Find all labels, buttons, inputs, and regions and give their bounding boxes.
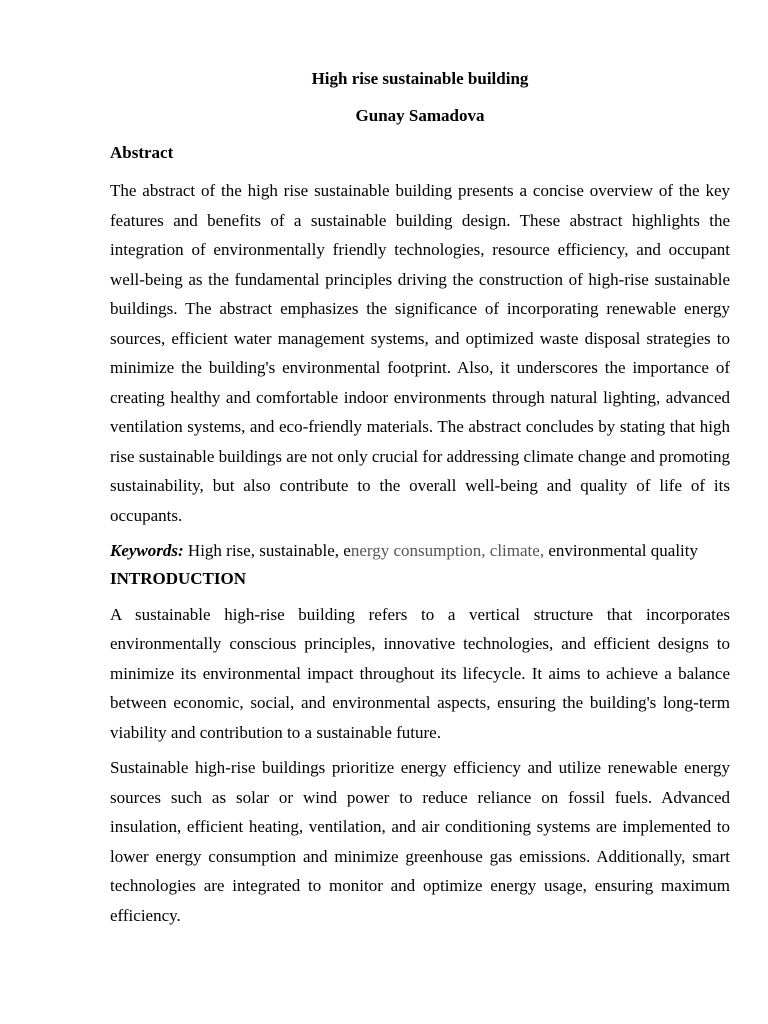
keywords-text-3: environmental quality <box>544 541 698 560</box>
document-author: Gunay Samadova <box>355 106 485 125</box>
document-page <box>110 66 730 936</box>
introduction-paragraph-1: A sustainable high-rise building refers to a vertical structure that incorporates environmentally conscious principles, innovative technologies, and efficient designs to minimize its environmental impact throughout its lifecycle. It aims to achieve a balance between economic, social, and environmental aspects, ensuring the building's long-term viability and contribution to a sustainable future. <box>110 604 730 742</box>
keywords-label: Keywords: <box>110 541 184 560</box>
abstract-paragraph: The abstract of the high rise sustainable building presents a concise overview of the key features and benefits of a sustainable building design. These abstract highlights the integration of environmentally friendly technologies, resource efficiency, and occupant well-being as the fundamental principles driving the construction of high-rise sustainable buildings. The abstract emphasizes the significance of incorporating renewable energy sources, efficient water management systems, and optimized waste disposal strategies to minimize the building's environmental footprint. Also, it underscores the importance of creating healthy and comfortable indoor environments through natural lighting, advanced ventilation systems, and eco-friendly materials. The abstract concludes by stating that high rise sustainable buildings are not only crucial for addressing climate change and promoting sustainability, but also contribute to the overall well-being and quality of life of its occupants. <box>110 181 730 525</box>
keywords-text-2: nergy consumption, climate, <box>350 541 545 560</box>
document-title: High rise sustainable building <box>311 69 529 88</box>
abstract-heading: Abstract <box>110 143 174 162</box>
keywords-text-1: High rise, sustainable, e <box>183 541 351 560</box>
introduction-heading: INTRODUCTION <box>110 568 247 588</box>
introduction-paragraph-2: Sustainable high-rise buildings prioritize energy efficiency and utilize renewable energy sources such as solar or wind power to reduce reliance on fossil fuels. Advanced insulation, efficient heating, ventilation, and air conditioning systems are implemented to lower energy consumption and minimize greenhouse gas emissions. Additionally, smart technologies are integrated to monitor and optimize energy usage, ensuring maximum efficiency. <box>110 758 730 925</box>
keywords-paragraph <box>110 536 730 566</box>
